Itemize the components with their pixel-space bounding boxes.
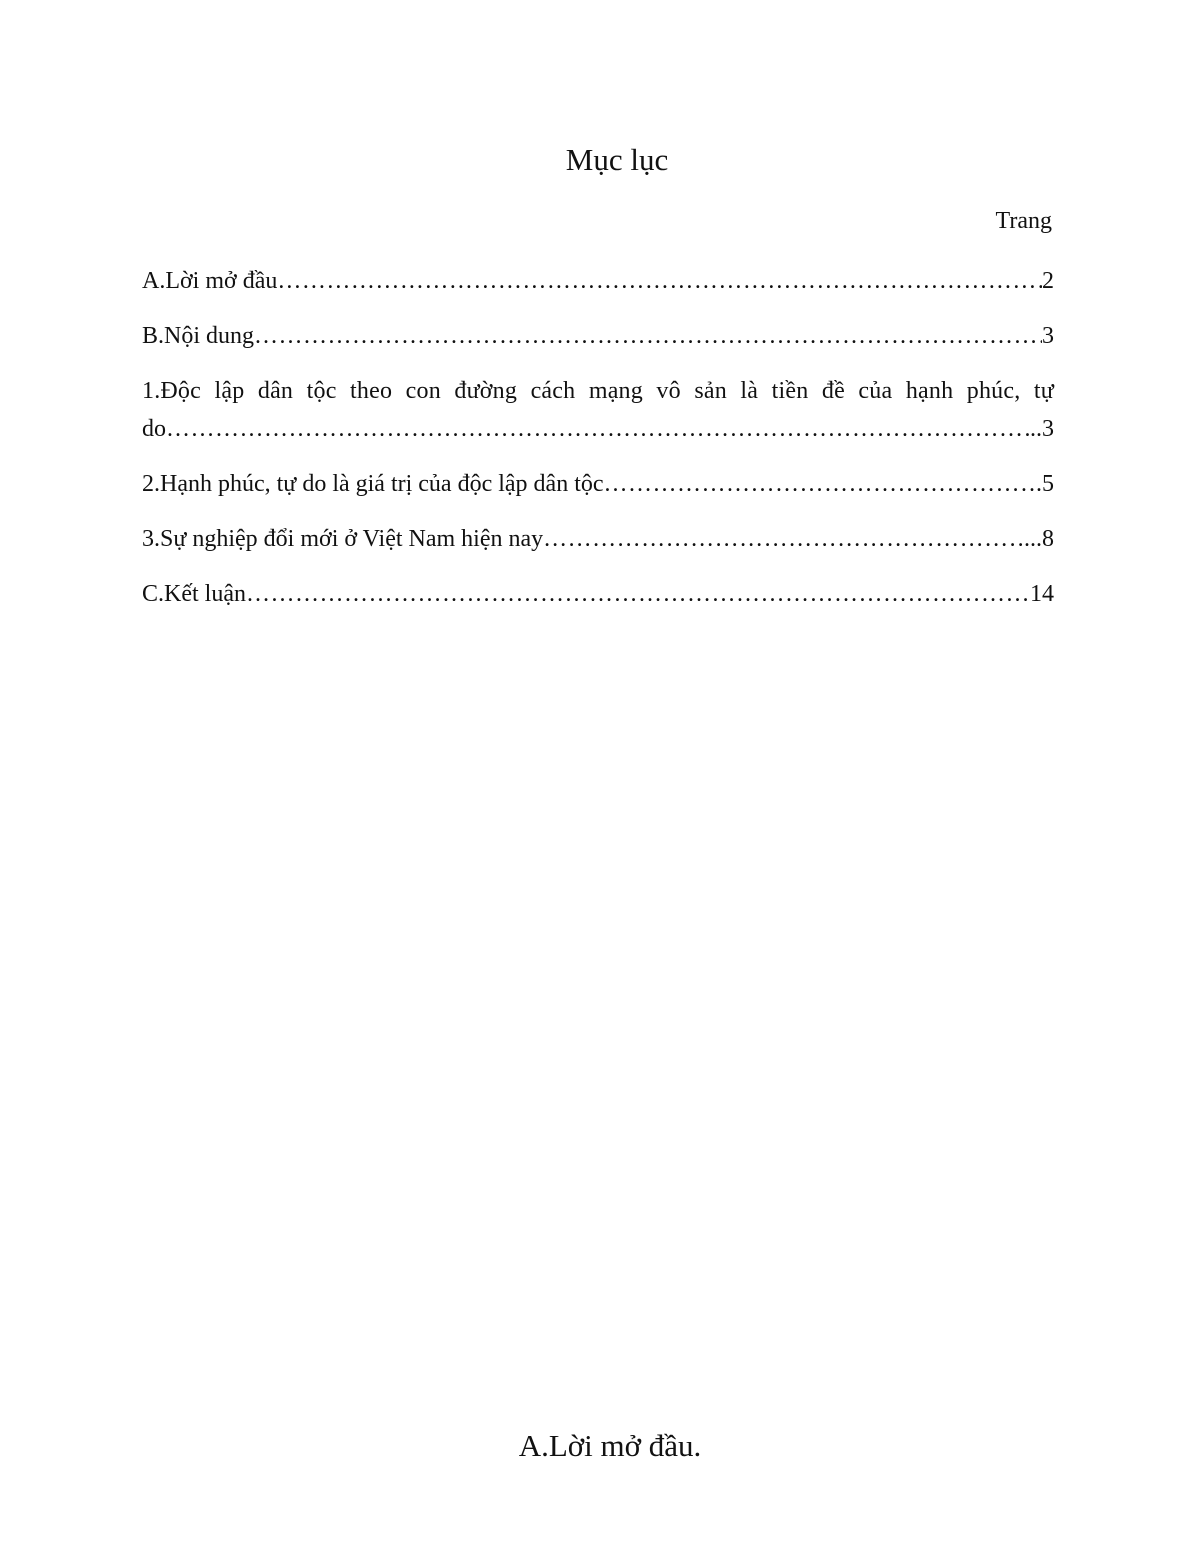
toc-entry[interactable] xyxy=(142,520,1054,558)
toc-entry-label: 3.Sự nghiệp đổi mới ở Việt Nam hiện nay xyxy=(142,526,544,552)
toc-entry-page: 3 xyxy=(1042,323,1054,349)
toc-entry-page: 14 xyxy=(1030,581,1054,607)
toc-entry-label: B.Nội dung xyxy=(142,323,255,349)
toc-entry-label: 2.Hạnh phúc, tự do là giá trị của độc lập dân tộc xyxy=(142,471,604,497)
toc-entry-label-line1: 1.Độc lập dân tộc theo con đường cách mạng vô sản là tiền đề của hạnh phúc, tự xyxy=(142,378,1054,404)
toc-page-column-header: Trang xyxy=(995,208,1052,234)
toc-entry-label-line2: do xyxy=(142,416,166,442)
toc-entry-page: .5 xyxy=(1036,471,1054,497)
toc-entry[interactable] xyxy=(142,262,1054,300)
toc-entry[interactable] xyxy=(142,317,1054,355)
toc-entry-page: ..3 xyxy=(1030,416,1054,442)
toc-dot-leader xyxy=(604,465,1036,503)
toc-entry[interactable] xyxy=(142,372,1054,448)
toc-dot-leader xyxy=(246,575,1030,613)
toc-dot-leader xyxy=(166,410,1030,448)
toc-dot-leader xyxy=(254,317,1042,355)
toc-entry-page: ...8 xyxy=(1024,526,1054,552)
toc-entry-second-line xyxy=(142,410,1054,448)
toc-dot-leader xyxy=(277,262,1042,300)
toc-dot-leader xyxy=(543,520,1024,558)
toc-entry[interactable] xyxy=(142,465,1054,503)
toc-list xyxy=(142,262,1054,630)
toc-title: Mục lục xyxy=(565,142,669,177)
toc-entry-label: A.Lời mở đầu xyxy=(142,268,278,294)
toc-entry-label: C.Kết luận xyxy=(142,581,246,607)
toc-entry[interactable] xyxy=(142,575,1054,613)
section-heading: A.Lời mở đầu. xyxy=(518,1428,702,1463)
toc-entry-page: 2 xyxy=(1042,268,1054,294)
